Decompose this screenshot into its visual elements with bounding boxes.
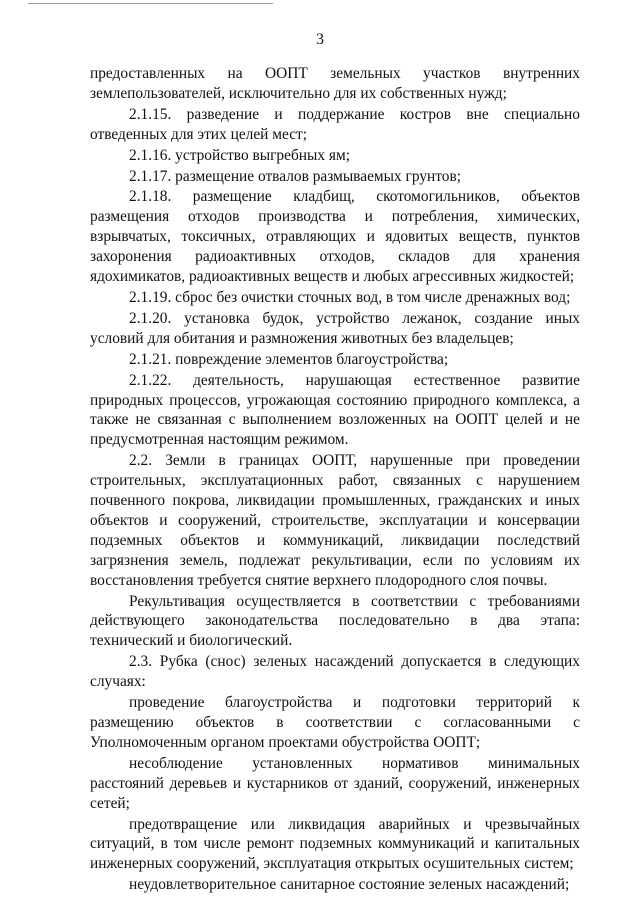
paragraph-2-1-17: 2.1.17. размещение отвалов размываемых грунтов; [129,167,462,185]
document-body [90,64,580,895]
paragraph-2-1-16: 2.1.16. устройство выгребных ям; [129,146,350,164]
paragraph-2-1-20: 2.1.20. установка будок, устройство лежанок, создание иных условий для обитания и размножения животных без владельцев; [90,309,580,347]
top-edge-line [28,3,273,4]
paragraph-2-1-15: 2.1.15. разведение и поддержание костров вне специально отведенных для этих целей мест; [90,105,580,143]
paragraph-recultivation: Рекультивация осуществляется в соответствии с требованиями действующего законодательства последовательно в два этапа: технический и биологический. [90,592,580,650]
paragraph-2-3: 2.3. Рубка (снос) зеленых насаждений допускается в следующих случаях: [90,653,580,691]
list-item-emergency: предотвращение или ликвидация аварийных и чрезвычайных ситуаций, в том числе ремонт подземных коммуникаций и капитальных инженерных сооружений, эксплуатация открытых осушительных систем; [90,815,580,873]
paragraph-2-1-18: 2.1.18. размещение кладбищ, скотомогильников, объектов размещения отходов производства и потребления, химических, взрывчатых, токсичных, отравляющих и ядовитых веществ, пунктов захоронения радиоактивных отходов, складов для хранения ядохимикатов, радиоактивных веществ и любых агрессивных жидкостей; [90,188,580,286]
list-item-improvement: проведение благоустройства и подготовки территорий к размещению объектов в соответствии с согласованными с Уполномоченным органом проектами обустройства ООПТ; [90,694,580,751]
paragraph-2-1-19: 2.1.19. сброс без очистки сточных вод, в том числе дренажных вод; [129,288,571,306]
list-item-sanitary-state: неудовлетворительное санитарное состояние зеленых насаждений; [129,876,570,894]
paragraph-2-2: 2.2. Земли в границах ООПТ, нарушенные при проведении строительных, эксплуатационных работ, связанных с нарушением почвенного покрова, ликвидации промышленных, гражданских и иных объектов и сооружений, строительстве, эксплуатации и консервации подземных объектов и коммуникаций, ликвидации последствий загрязнения земель, подлежат рекультивации, если по условиям их восстановления требуется снятие верхнего плодородного слоя почвы. [90,452,580,589]
paragraph-2-1-22: 2.1.22. деятельность, нарушающая естественное развитие природных процессов, угрожающая состоянию природного комплекса, а также не связанная с выполнением возложенных на ООПТ целей и не предусмотренная настоящим режимом. [90,371,580,449]
paragraph-continuation: предоставленных на ООПТ земельных участков внутренних землепользователей, исключительно для их собственных нужд; [90,65,580,102]
page-number: 3 [316,31,324,48]
paragraph-2-1-21: 2.1.21. повреждение элементов благоустройства; [129,350,449,368]
list-item-distance-norms: несоблюдение установленных нормативов минимальных расстояний деревьев и кустарников от зданий, сооружений, инженерных сетей; [90,754,580,812]
